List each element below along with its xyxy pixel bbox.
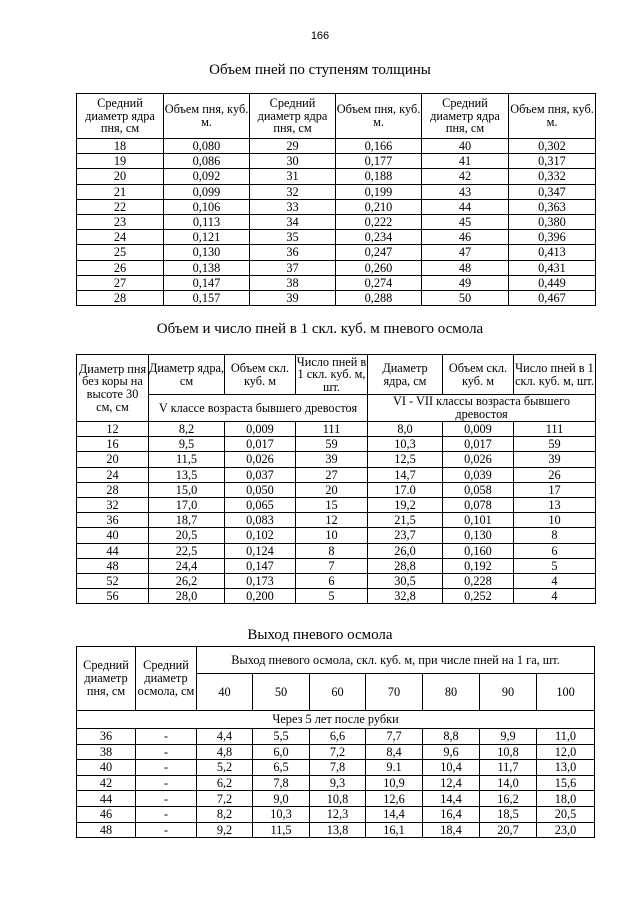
table-cell: 27 [77,275,164,290]
table-cell: 0,302 [509,139,596,154]
table-cell: 10,3 [253,806,310,822]
table-cell: 8,4 [366,744,423,760]
table-cell: 22 [77,199,164,214]
table-cell: 13,5 [149,467,225,482]
table-cell: 0,467 [509,290,596,305]
table-row [77,437,596,452]
table-cell: 56 [77,589,149,604]
table-row [77,513,596,528]
table-cell: 0,037 [225,467,296,482]
table-cell: 36 [250,245,336,260]
table-cell: 0,247 [336,245,422,260]
table-cell: 0,106 [164,199,250,214]
table-cell: - [136,760,197,776]
table-cell: 20 [296,482,368,497]
table-cell: 0,078 [443,497,514,512]
table-cell: 6,2 [197,775,253,791]
table-cell: 15 [296,497,368,512]
table-cell: 20,7 [480,822,537,838]
table-cell: 0,449 [509,275,596,290]
table-cell: 16,2 [480,791,537,807]
table-cell: 18 [77,139,164,154]
table-cell: 19 [77,154,164,169]
table-cell: 9,6 [423,744,480,760]
table-cell: 9,2 [197,822,253,838]
table-cell: 39 [296,452,368,467]
table-cell: 0,396 [509,230,596,245]
table-cell: 6 [514,543,596,558]
table2-body [77,422,596,604]
table-cell: 18,5 [480,806,537,822]
table-cell: 0,086 [164,154,250,169]
column-header-count: 60 [310,674,366,711]
table-cell: 5 [514,558,596,573]
table-cell: 0,121 [164,230,250,245]
table-cell: 12,4 [423,775,480,791]
table-cell: 0,188 [336,169,422,184]
column-header-count: 40 [197,674,253,711]
table-cell: 14,7 [368,467,443,482]
table-cell: 4 [514,589,596,604]
table-cell: 20,5 [149,528,225,543]
table-cell: 10,4 [423,760,480,776]
table-cell: 9,3 [310,775,366,791]
table-cell: 23,0 [537,822,595,838]
table-cell: 16,1 [366,822,423,838]
table-cell: 6,6 [310,729,366,745]
table-cell: 17.0 [368,482,443,497]
table-cell: 6,5 [253,760,310,776]
table-cell: 7,7 [366,729,423,745]
table-cell: 11,5 [149,452,225,467]
table-cell: 9.1 [366,760,423,776]
table-cell: 0,009 [225,422,296,437]
table-cell: 10,3 [368,437,443,452]
table-row [77,573,596,588]
column-header-count: 100 [537,674,595,711]
table-cell: 0,166 [336,139,422,154]
column-header: Средний диаметр ядра пня, см [250,94,336,139]
table-cell: 0,039 [443,467,514,482]
table-cell: 29 [250,139,336,154]
table-cell: 26,0 [368,543,443,558]
table-cell: 46 [77,806,136,822]
table-cell: 48 [77,822,136,838]
table-cell: 0,210 [336,199,422,214]
table-cell: 43 [422,184,509,199]
table-cell: 9,9 [480,729,537,745]
table-cell: 15,6 [537,775,595,791]
table3-body [77,711,595,838]
table-cell: 0,177 [336,154,422,169]
table-cell: 38 [250,275,336,290]
column-header-volume: Объем скл. куб. м [443,355,514,395]
table-cell: 59 [514,437,596,452]
table-cell: 20 [77,452,149,467]
table-cell: - [136,744,197,760]
table-row [77,199,596,214]
table-cell: 32 [250,184,336,199]
table-row [77,184,596,199]
table-row [77,791,595,807]
column-header-count: 50 [253,674,310,711]
table-cell: 8,8 [423,729,480,745]
column-header-count: Число пней в 1 скл. куб. м, шт. [296,354,367,394]
table-cell: 0,026 [443,452,514,467]
column-header: Средний диаметр ядра пня, см [422,94,509,139]
table-cell: 0,413 [509,245,596,260]
table-cell: 24 [77,230,164,245]
table-cell: 20,5 [537,806,595,822]
table-row [77,467,596,482]
table-row [77,245,596,260]
table-cell: 0,092 [164,169,250,184]
table-row [77,139,596,154]
table-cell: 27 [296,467,368,482]
table-row [77,528,596,543]
table-cell: 50 [422,290,509,305]
table-row [77,822,595,838]
table-cell: 16 [77,437,149,452]
table-cell: 0,017 [225,437,296,452]
table-cell: - [136,806,197,822]
table-cell: 18,4 [423,822,480,838]
table-cell: 12,6 [366,791,423,807]
table-cell: 8,2 [197,806,253,822]
table-cell: 12,3 [310,806,366,822]
table-cell: 48 [77,558,149,573]
group-header-class-vi-vii: VI - VII классы возраста бывшего древостоя [368,395,596,422]
table-row [77,729,595,745]
table-cell: 44 [77,543,149,558]
column-header-core: Диаметр ядра, см [368,355,443,395]
table-cell: 0,083 [225,513,296,528]
table-cell: 0,065 [225,497,296,512]
table-cell: 32 [77,497,149,512]
column-header-count: 80 [423,674,480,711]
table-cell: 17,0 [149,497,225,512]
table-cell: 40 [77,760,136,776]
table-cell: 28 [77,290,164,305]
table-cell: 7 [296,558,368,573]
table-cell: 12,0 [537,744,595,760]
column-header: Средний диаметр ядра пня, см [77,94,164,139]
table-cell: 0,124 [225,543,296,558]
table-cell: 0,234 [336,230,422,245]
stump-count-table [76,354,596,604]
table-cell: 18,7 [149,513,225,528]
table-cell: 23,7 [368,528,443,543]
table-row [77,744,595,760]
table-cell: 7,8 [253,775,310,791]
table-cell: 44 [422,199,509,214]
table-cell: 41 [422,154,509,169]
table-cell: 0,080 [164,139,250,154]
table-cell: 42 [77,775,136,791]
table-cell: 14,4 [366,806,423,822]
table-cell: 17 [514,482,596,497]
table-row [77,214,596,229]
table-cell: 0,288 [336,290,422,305]
table-cell: 5 [296,589,368,604]
table-cell: 24,4 [149,558,225,573]
table-cell: - [136,775,197,791]
table-cell: 0,173 [225,573,296,588]
column-header: Объем пня, куб. м. [164,94,250,139]
group-header-class-v: V классе возраста бывшего древостоя [149,395,368,422]
table-cell: 0,147 [164,275,250,290]
table-cell: 4 [514,573,596,588]
column-header-diameter: Диаметр пня без коры на высоте 30 см, см [77,355,149,422]
table-cell: 12 [296,513,368,528]
table-cell: 4,8 [197,744,253,760]
table-cell: 11,0 [537,729,595,745]
table-cell: 49 [422,275,509,290]
table-cell: 11,5 [253,822,310,838]
table-cell: 0,099 [164,184,250,199]
table-cell: 35 [250,230,336,245]
table-cell: 34 [250,214,336,229]
table-cell: 26,2 [149,573,225,588]
table-row [77,452,596,467]
table-cell: 14,0 [480,775,537,791]
column-header-core-diameter: Средний диаметр осмола, см [136,647,197,711]
table-cell: 59 [296,437,368,452]
table-cell: 8,0 [368,422,443,437]
table-cell: 0,157 [164,290,250,305]
table-cell: 0,363 [509,199,596,214]
table-cell: 111 [296,422,368,437]
table-cell: 8 [296,543,368,558]
table-cell: 0,260 [336,260,422,275]
table-cell: 4,4 [197,729,253,745]
table-row [77,169,596,184]
table-cell: 10,8 [310,791,366,807]
table-cell: 5,5 [253,729,310,745]
table-cell: 45 [422,214,509,229]
table-cell: 39 [250,290,336,305]
table-row [77,154,596,169]
table-cell: 0,113 [164,214,250,229]
table-cell: 0,050 [225,482,296,497]
table-row [77,290,596,305]
table-cell: 40 [422,139,509,154]
table-cell: 7,8 [310,760,366,776]
column-header-count: Число пней в 1 скл. куб. м, шт. [514,355,596,395]
table-cell: 37 [250,260,336,275]
table-cell: 20 [77,169,164,184]
table-cell: 30 [250,154,336,169]
table-cell: 16,4 [423,806,480,822]
table-cell: 8 [514,528,596,543]
table-cell: 21 [77,184,164,199]
table-cell: 30,5 [368,573,443,588]
table-cell: 21,5 [368,513,443,528]
table-row [77,275,596,290]
table-cell: 0,102 [225,528,296,543]
table-row [77,422,596,437]
table-cell: 0,317 [509,154,596,169]
table-cell: 36 [77,729,136,745]
table-cell: 13,0 [537,760,595,776]
table-row [77,482,596,497]
table-cell: 6 [296,573,368,588]
table-cell: 0,431 [509,260,596,275]
table-cell: 7,2 [197,791,253,807]
table-row [77,260,596,275]
column-header-volume: Объем скл. куб. м [225,355,296,395]
table-cell: 47 [422,245,509,260]
table-cell: 10,8 [480,744,537,760]
table-cell: 0,222 [336,214,422,229]
table-cell: 0,147 [225,558,296,573]
table-cell: 13 [514,497,596,512]
table-cell: - [136,729,197,745]
table-cell: 28,0 [149,589,225,604]
table-cell: 32,8 [368,589,443,604]
table-row [77,775,595,791]
column-header-stump-diameter: Средний диаметр пня, см [77,647,136,711]
table-cell: 0,252 [443,589,514,604]
group-header-yield: Выход пневого осмола, скл. куб. м, при числе пней на 1 га, шт. [197,647,595,674]
table-row [77,806,595,822]
table1-body [77,139,596,306]
table-row [77,230,596,245]
table-cell: 0,228 [443,573,514,588]
table-cell: 36 [77,513,149,528]
table-cell: 0,130 [164,245,250,260]
table-cell: 0,058 [443,482,514,497]
table-cell: 9,0 [253,791,310,807]
table-row [77,589,596,604]
table-cell: 31 [250,169,336,184]
table-cell: 6,0 [253,744,310,760]
table-cell: 42 [422,169,509,184]
table-cell: 15,0 [149,482,225,497]
table-cell: 0,160 [443,543,514,558]
table-cell: 39 [514,452,596,467]
table-cell: 0,017 [443,437,514,452]
table-cell: 25 [77,245,164,260]
table-cell: 24 [77,467,149,482]
column-header-count: 90 [480,674,537,711]
table-cell: - [136,822,197,838]
table-cell: 11,7 [480,760,537,776]
table-cell: 22,5 [149,543,225,558]
table-row [77,497,596,512]
table-cell: 10 [296,528,368,543]
table-cell: 48 [422,260,509,275]
table-cell: 44 [77,791,136,807]
table-cell: 52 [77,573,149,588]
table-cell: 40 [77,528,149,543]
table-cell: 19,2 [368,497,443,512]
table-cell: 14,4 [423,791,480,807]
stump-volume-table [76,93,596,306]
table-cell: 0,192 [443,558,514,573]
table-cell: 0,200 [225,589,296,604]
column-header-count: 70 [366,674,423,711]
table-cell: - [136,791,197,807]
table-cell: 26 [514,467,596,482]
table-cell: 18,0 [537,791,595,807]
table-cell: 23 [77,214,164,229]
table-cell: 7,2 [310,744,366,760]
table-cell: 0,138 [164,260,250,275]
table-row [77,558,596,573]
table1-title: Объем пней по ступеням толщины [209,62,431,78]
table-cell: 10 [514,513,596,528]
table-cell: 10,9 [366,775,423,791]
table-cell: 0,347 [509,184,596,199]
table-cell: 0,009 [443,422,514,437]
column-header: Объем пня, куб. м. [336,94,422,139]
table-cell: 0,274 [336,275,422,290]
resin-yield-table [76,646,595,838]
table-cell: 12 [77,422,149,437]
table-cell: 9,5 [149,437,225,452]
table-cell: 8,2 [149,422,225,437]
column-header: Объем пня, куб. м. [509,94,596,139]
page-number: 166 [310,30,330,42]
table-cell: 13,8 [310,822,366,838]
table-cell: 0,199 [336,184,422,199]
table-cell: 33 [250,199,336,214]
table-cell: 28,8 [368,558,443,573]
column-header-core: Диаметр ядра, см [149,355,225,395]
table-row [77,760,595,776]
table2-title: Объем и число пней в 1 скл. куб. м пневого осмола [156,321,484,337]
table-cell: 46 [422,230,509,245]
table-cell: 111 [514,422,596,437]
section-subheader: Через 5 лет после рубки [77,711,595,729]
table-cell: 0,101 [443,513,514,528]
table-cell: 0,332 [509,169,596,184]
table-cell: 26 [77,260,164,275]
table-cell: 0,380 [509,214,596,229]
table-cell: 0,026 [225,452,296,467]
table-cell: 12,5 [368,452,443,467]
table-row [77,543,596,558]
table-cell: 38 [77,744,136,760]
table3-title: Выход пневого осмола [247,627,393,643]
table-cell: 5,2 [197,760,253,776]
table-cell: 0,130 [443,528,514,543]
table-cell: 28 [77,482,149,497]
